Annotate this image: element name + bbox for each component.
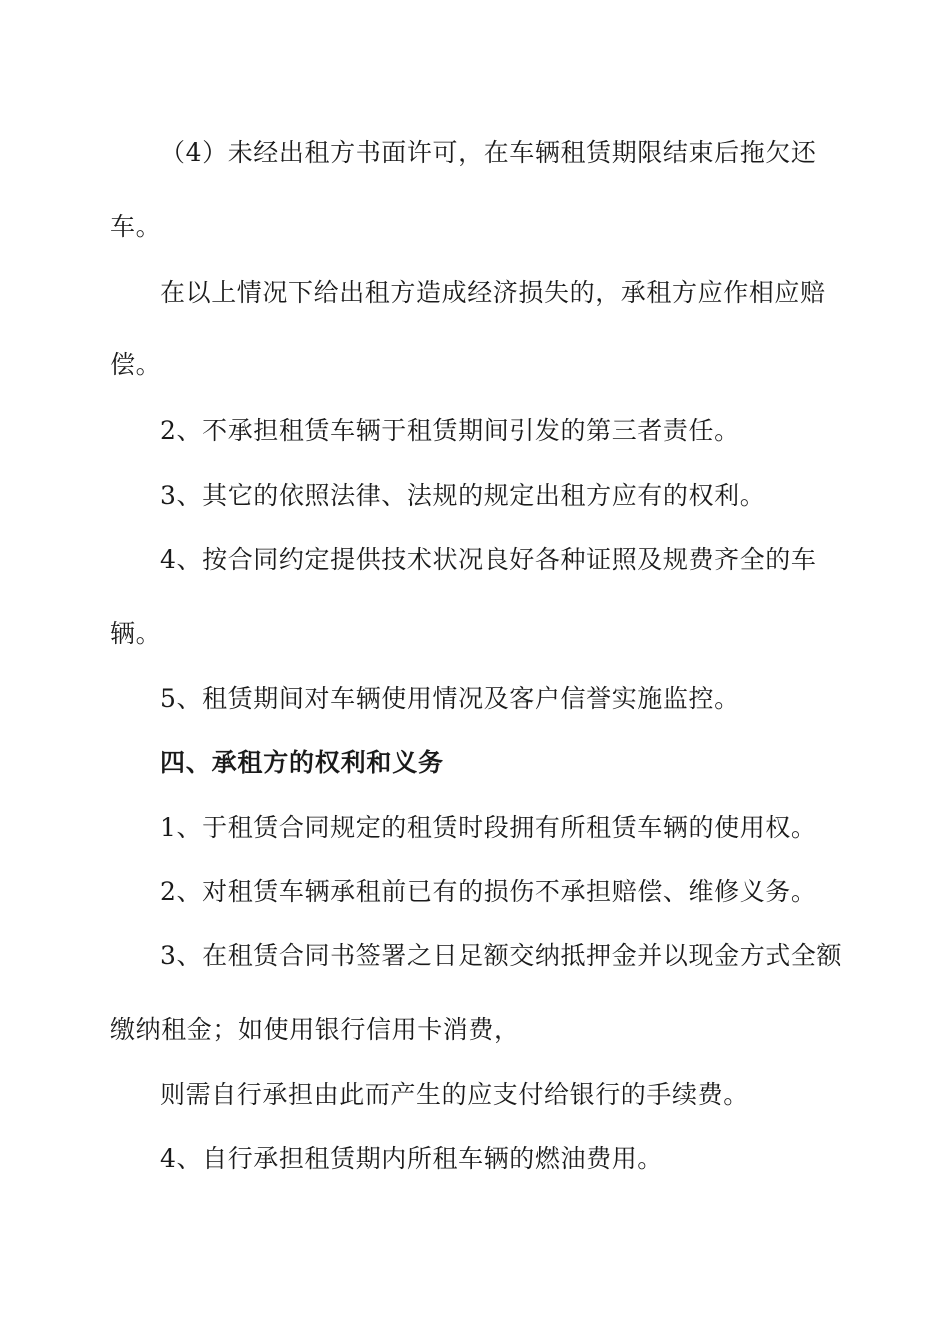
paragraph-line: 缴纳租金；如使用银行信用卡消费，	[110, 1015, 520, 1044]
paragraph-line: 3、其它的依照法律、法规的规定出租方应有的权利。	[160, 481, 766, 510]
paragraph-line: 1、于租赁合同规定的租赁时段拥有所租赁车辆的使用权。	[160, 813, 817, 842]
paragraph-line: 2、对租赁车辆承租前已有的损伤不承担赔偿、维修义务。	[160, 877, 817, 906]
paragraph-line: 4、按合同约定提供技术状况良好各种证照及规费齐全的车	[160, 545, 817, 574]
paragraph-line: 则需自行承担由此而产生的应支付给银行的手续费。	[160, 1080, 749, 1109]
paragraph-line: 3、在租赁合同书签署之日足额交纳抵押金并以现金方式全额	[160, 941, 843, 970]
section-heading: 四、承租方的权利和义务	[160, 748, 444, 777]
paragraph-line: 辆。	[110, 619, 162, 648]
paragraph-line: 偿。	[110, 350, 162, 379]
paragraph-line: 2、不承担租赁车辆于租赁期间引发的第三者责任。	[160, 416, 740, 445]
paragraph-line: （4）未经出租方书面许可，在车辆租赁期限结束后拖欠还	[160, 138, 817, 167]
paragraph-line: 车。	[110, 212, 162, 241]
paragraph-line: 5、租赁期间对车辆使用情况及客户信誉实施监控。	[160, 684, 740, 713]
paragraph-line: 4、自行承担租赁期内所租车辆的燃油费用。	[160, 1144, 663, 1173]
paragraph-line: 在以上情况下给出租方造成经济损失的，承租方应作相应赔	[160, 278, 826, 307]
